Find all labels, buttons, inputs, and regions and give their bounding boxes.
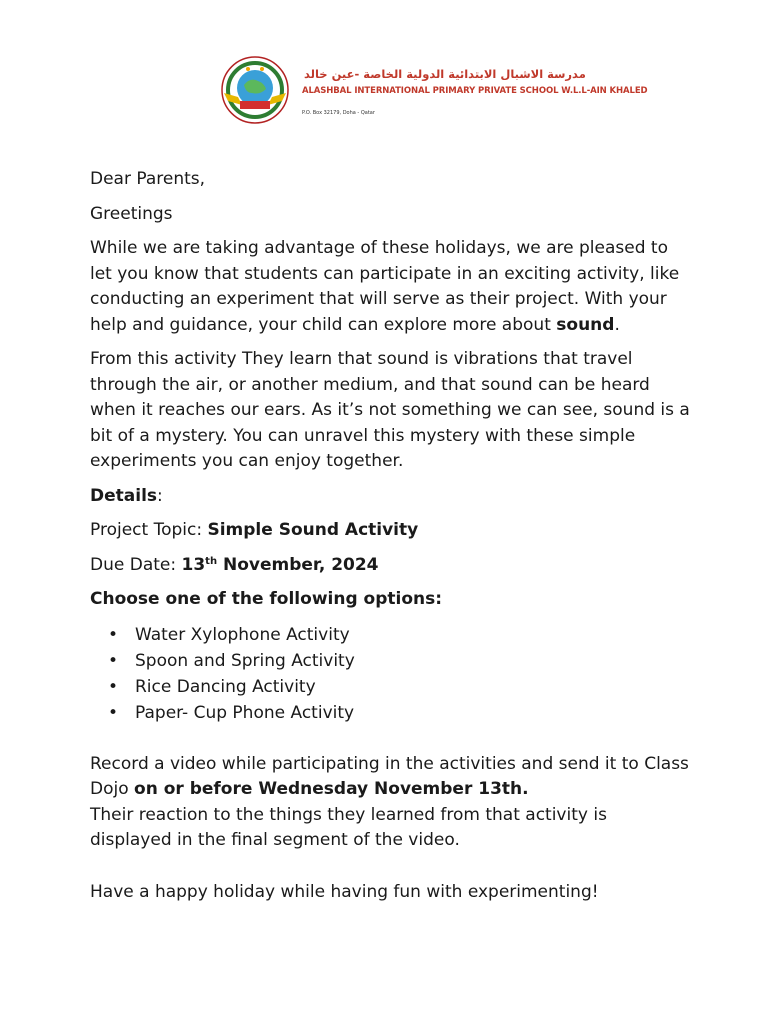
due-value (182, 555, 379, 575)
list-item: • Rice Dancing Activity (135, 674, 690, 700)
list-item: • Spoon and Spring Activity (135, 648, 690, 674)
intro-bold: sound (556, 314, 615, 335)
list-item: • Paper- Cup Phone Activity (135, 700, 690, 726)
due-rest: November, 2024 (217, 554, 379, 575)
record-text: Record a video while participating in the activities and send it to Class Dojo (90, 753, 689, 799)
letter-body (90, 167, 690, 905)
list-item: • Water Xylophone Activity (135, 622, 690, 648)
topic-value: Simple Sound Activity (207, 520, 419, 540)
details-colon: : (157, 485, 163, 506)
due-day: 13 (181, 554, 206, 575)
reaction-paragraph: Their reaction to the things they learned from that activity is displayed in the final segment of the video. (90, 804, 607, 850)
topic-label: Project Topic: (90, 520, 208, 540)
options-list (90, 622, 690, 726)
school-name-english: ALASHBAL INTERNATIONAL PRIMARY PRIVATE SCHOOL W.L.L-AIN KHALED (302, 86, 648, 96)
intro-end: . (614, 314, 620, 335)
closing-line: Have a happy holiday while having fun with experimenting! (90, 881, 599, 902)
intro-text: While we are taking advantage of these holidays, we are pleased to let you know that students can participate in an exciting activity, like conducting an experiment that will serve as their project. With your help and guidance, your child can explore more about (90, 238, 680, 335)
details-label: Details (90, 485, 158, 506)
due-label: Due Date: (90, 554, 182, 575)
school-logo-icon (220, 55, 290, 125)
project-topic (90, 518, 690, 544)
record-deadline: on or before Wednesday November 13th. (134, 779, 529, 799)
school-name-arabic: مدرسة الاشبال الابتدائية الدولية الخاصة -عين خالد (304, 67, 586, 81)
intro-paragraph (90, 236, 690, 338)
record-paragraph (90, 752, 690, 803)
choose-heading (90, 587, 690, 613)
school-address: P.O. Box 32179, Doha - Qatar (302, 110, 375, 116)
choose-text: Choose one of the following options: (90, 589, 443, 609)
letterhead (220, 55, 648, 125)
due-date (90, 553, 690, 579)
greeting: Greetings (90, 203, 173, 224)
activity-paragraph: From this activity They learn that sound is vibrations that travel through the air, or another medium, and that sound can be heard when it reaches our ears. As it’s not something we can see, sound is a bit of a mystery. You can unravel this mystery with these simple experiments you can enjoy together. (90, 349, 690, 471)
due-sup: th (205, 555, 218, 567)
details-heading (90, 484, 690, 510)
salutation: Dear Parents, (90, 169, 206, 189)
